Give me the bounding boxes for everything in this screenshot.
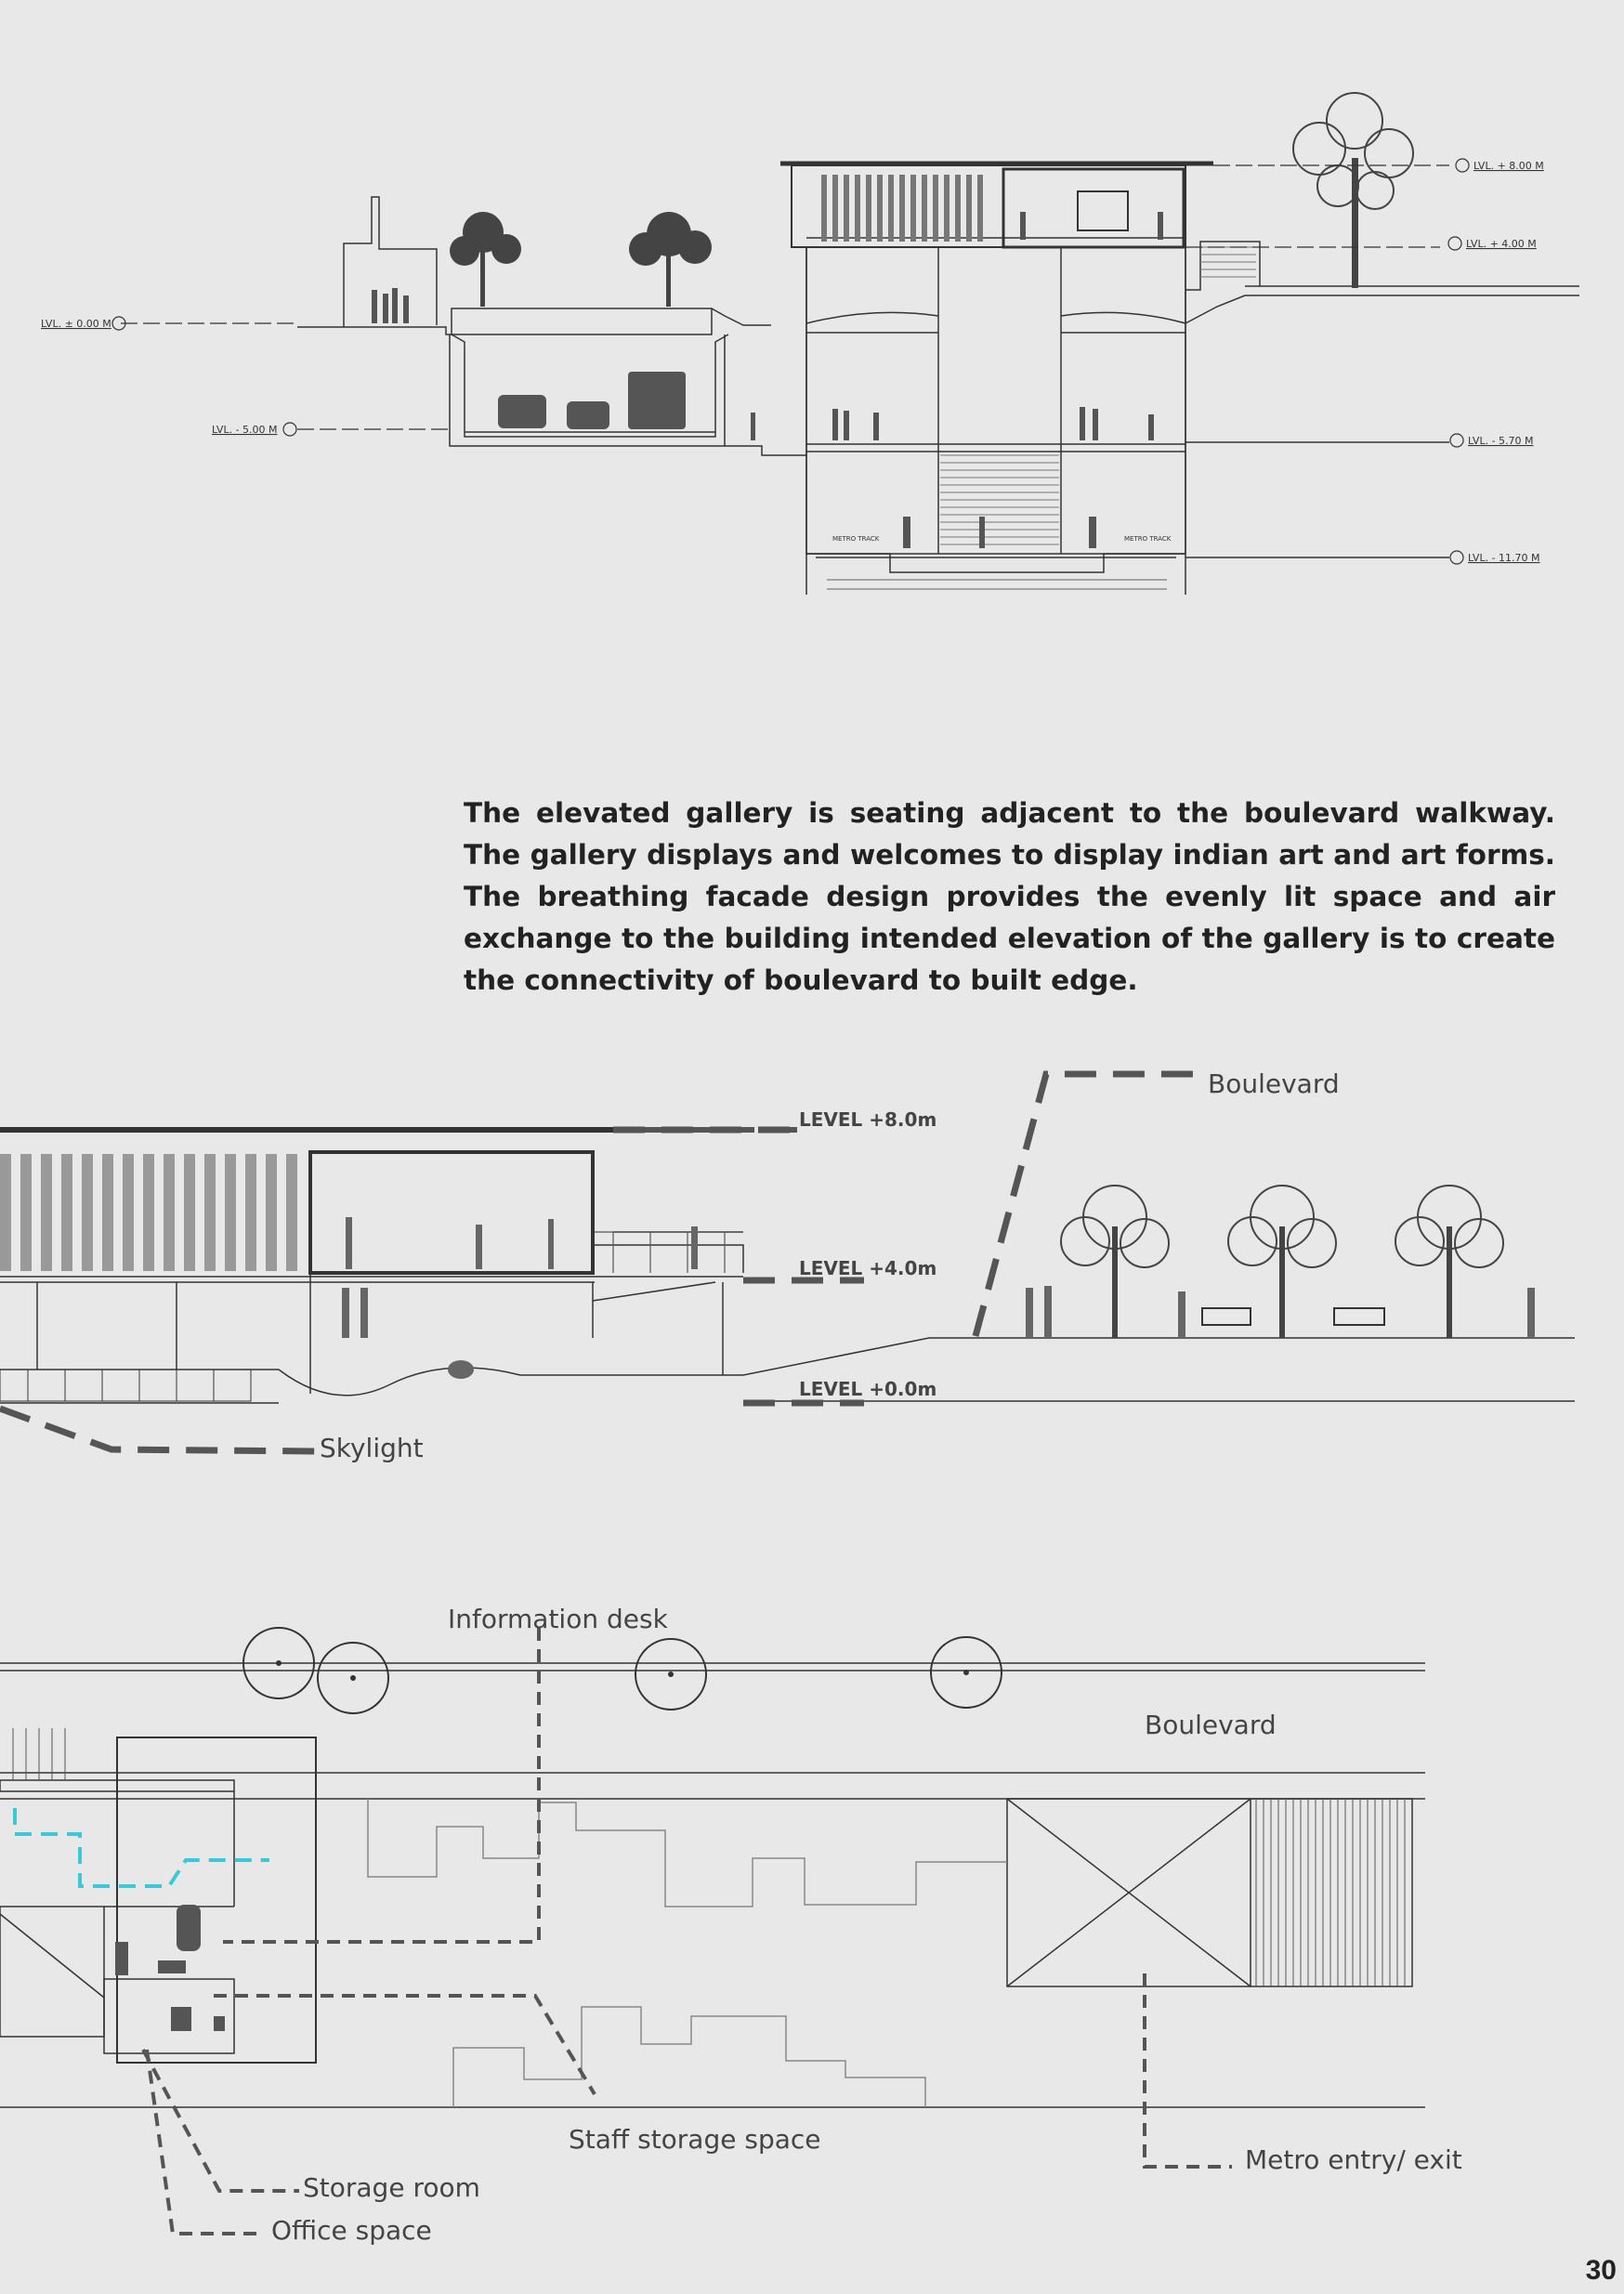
boulevard-plan-label: Boulevard: [1145, 1710, 1277, 1740]
boulevard-elevation-label: Boulevard: [1208, 1068, 1340, 1099]
page-number: 30: [1585, 2255, 1617, 2286]
metro-track-right-label: METRO TRACK: [1124, 535, 1172, 543]
level-label-minus570: LVL. - 5.70 M: [1468, 435, 1534, 447]
storage-room-label: Storage room: [303, 2172, 480, 2203]
metro-track-left-label: METRO TRACK: [832, 535, 880, 543]
level-label-zero: LVL. ± 0.00 M: [41, 318, 111, 330]
information-desk-label: Information desk: [448, 1604, 668, 1634]
level-0-label: LEVEL +0.0m: [799, 1378, 937, 1400]
office-space-label: Office space: [271, 2215, 432, 2246]
metro-entry-label: Metro entry/ exit: [1245, 2144, 1462, 2175]
level-4-label: LEVEL +4.0m: [799, 1257, 937, 1279]
level-label-plus8: LVL. + 8.00 M: [1473, 160, 1544, 172]
description-paragraph: The elevated gallery is seating adjacent to the boulevard walkway. The gallery displays and welcomes to display indian art and art forms. The breathing facade design provides the evenly lit space and air exchange to the building intended elevation of the gallery is to create the connectivity of boulevard to built edge.: [464, 797, 1555, 996]
skylight-label: Skylight: [320, 1433, 424, 1463]
staff-storage-label: Staff storage space: [569, 2124, 821, 2155]
level-label-plus4: LVL. + 4.00 M: [1466, 238, 1537, 250]
level-label-minus1170: LVL. - 11.70 M: [1468, 552, 1540, 564]
level-8-label: LEVEL +8.0m: [799, 1108, 937, 1131]
level-label-minus5: LVL. - 5.00 M: [212, 424, 278, 436]
